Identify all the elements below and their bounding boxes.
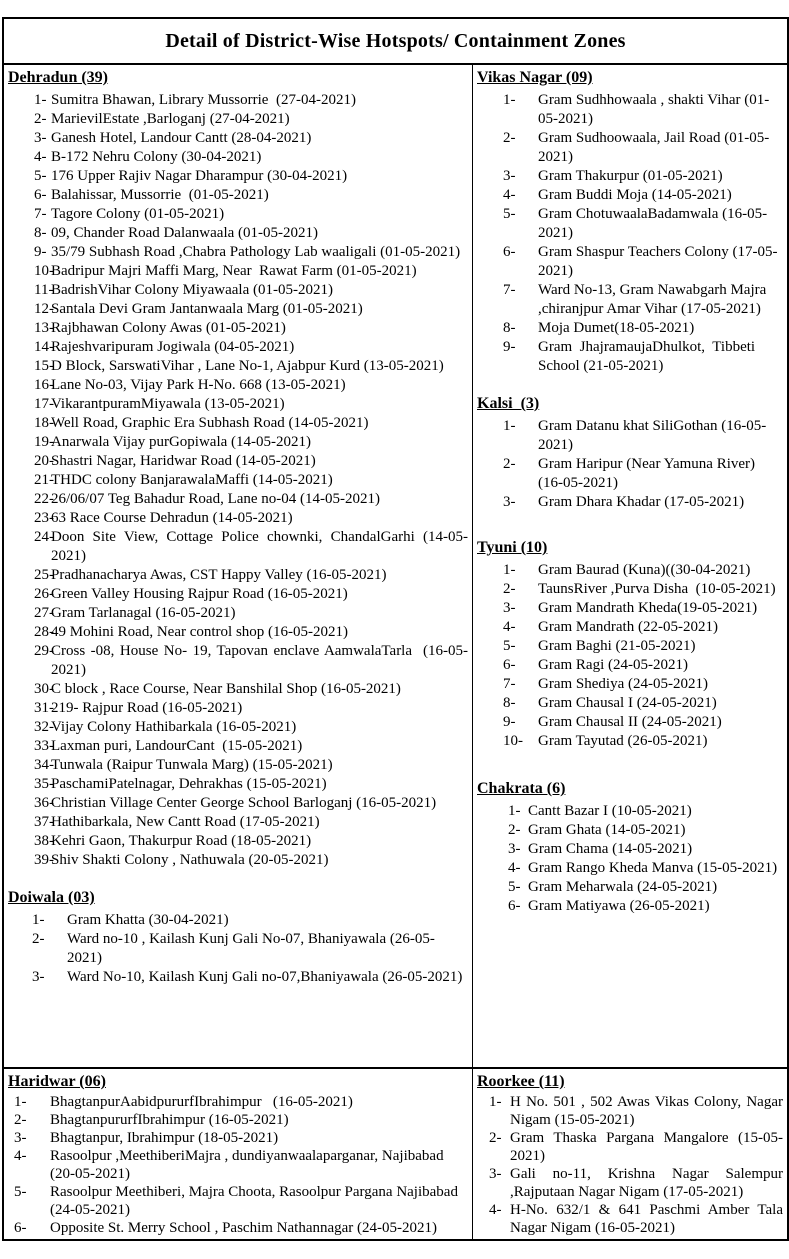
- list-item: [8, 395, 468, 414]
- item-number: 5-: [14, 1184, 27, 1200]
- list-item: [8, 642, 468, 680]
- item-number: 6-: [34, 187, 47, 203]
- item-number: 5-: [508, 879, 521, 895]
- item-number: 28-: [34, 624, 54, 640]
- item-text: 63 Race Course Dehradun (14-05-2021): [51, 510, 293, 526]
- item-text: 35/79 Subhash Road ,Chabra Pathology Lab waaligali (01-05-2021): [51, 244, 461, 260]
- district-section: [8, 888, 468, 987]
- item-text: Gram Tayutad (26-05-2021): [538, 733, 708, 749]
- item-number: 8-: [34, 225, 47, 241]
- list-item: [8, 1147, 468, 1183]
- list-item: [8, 376, 468, 395]
- item-number: 18-: [34, 415, 54, 431]
- item-text: BadrishVihar Colony Miyawaala (01-05-2021): [51, 282, 333, 298]
- item-number: 10-: [34, 263, 54, 279]
- list-item: [477, 1165, 787, 1201]
- hotspot-list: [8, 1093, 468, 1237]
- item-number: 16-: [34, 377, 54, 393]
- item-number: 3-: [14, 1130, 27, 1146]
- item-number: 2-: [503, 456, 516, 472]
- item-text: Balahissar, Mussorrie (01-05-2021): [51, 187, 269, 203]
- list-item: [8, 281, 468, 300]
- item-text: H-No. 632/1 & 641 Paschmi Amber Tala Nagar Nigam (16-05-2021): [510, 1202, 787, 1236]
- item-number: 9-: [34, 244, 47, 260]
- item-text: Gram Shediya (24-05-2021): [538, 676, 708, 692]
- hotspot-list: [477, 1093, 787, 1237]
- item-number: 5-: [503, 638, 516, 654]
- item-number: 7-: [503, 282, 516, 298]
- item-number: 36-: [34, 795, 54, 811]
- hotspot-list: [8, 91, 468, 870]
- list-item: [477, 129, 783, 167]
- item-text: Gram ChotuwaalaBadamwala (16-05-2021): [538, 206, 768, 241]
- item-text: Rajbhawan Colony Awas (01-05-2021): [51, 320, 286, 336]
- item-number: 6-: [14, 1220, 27, 1236]
- item-number: 27-: [34, 605, 54, 621]
- list-item: [477, 91, 783, 129]
- item-number: 13-: [34, 320, 54, 336]
- list-item: [477, 493, 783, 512]
- list-item: [8, 186, 468, 205]
- item-text: Rajeshvaripuram Jogiwala (04-05-2021): [51, 339, 295, 355]
- hotspot-list: [477, 91, 783, 376]
- list-item: [8, 243, 468, 262]
- item-number: 12-: [34, 301, 54, 317]
- item-text: Gram Meharwala (24-05-2021): [528, 879, 718, 895]
- item-text: VikarantpuramMiyawala (13-05-2021): [51, 396, 285, 412]
- list-item: [8, 718, 468, 737]
- list-item: [8, 148, 468, 167]
- item-number: 2-: [503, 130, 516, 146]
- district-heading: Kalsi (3): [477, 395, 540, 412]
- list-item: [477, 732, 783, 751]
- item-text: BhagtanpururfIbrahimpur (16-05-2021): [50, 1112, 289, 1128]
- item-number: 3-: [508, 841, 521, 857]
- item-text: Badripur Majri Maffi Marg, Near Rawat Farm (01-05-2021): [51, 263, 417, 279]
- list-item: [8, 224, 468, 243]
- item-number: 3-: [34, 130, 47, 146]
- list-item: [8, 338, 468, 357]
- item-text: B-172 Nehru Colony (30-04-2021): [51, 149, 262, 165]
- list-item: [8, 794, 468, 813]
- district-section: [477, 538, 783, 751]
- item-text: Gram Baurad (Kuna)((30-04-2021): [538, 562, 751, 578]
- item-text: Gram Chausal II (24-05-2021): [538, 714, 722, 730]
- item-text: Gram Thaska Pargana Mangalore (15-05-2021): [510, 1130, 783, 1164]
- list-item: [477, 561, 783, 580]
- item-text: 219- Rajpur Road (16-05-2021): [51, 700, 243, 716]
- list-item: [8, 262, 468, 281]
- item-number: 22-: [34, 491, 54, 507]
- item-text: Gali no-11, Krishna Nagar Salempur ,Rajputaan Nagar Nigam (17-05-2021): [510, 1166, 787, 1200]
- item-number: 2-: [489, 1130, 502, 1146]
- item-text: Tunwala (Raipur Tunwala Marg) (15-05-2021): [51, 757, 333, 773]
- district-section: [477, 394, 783, 512]
- district-section: [8, 1072, 468, 1237]
- list-item: [477, 580, 783, 599]
- item-number: 11-: [34, 282, 54, 298]
- item-text: Tagore Colony (01-05-2021): [51, 206, 225, 222]
- item-number: 1-: [503, 92, 516, 108]
- item-number: 8-: [503, 695, 516, 711]
- list-item: [8, 205, 468, 224]
- list-item: [477, 338, 783, 376]
- item-text: Pradhanacharya Awas, CST Happy Valley (16-05-2021): [51, 567, 387, 583]
- item-number: 3-: [32, 969, 45, 985]
- item-number: 17-: [34, 396, 54, 412]
- item-text: Rasoolpur Meethiberi, Majra Choota, Rasoolpur Pargana Najibabad (24-05-2021): [50, 1184, 462, 1218]
- item-text: Cross -08, House No- 19, Tapovan enclave AamwalaTarla (16-05-2021): [51, 643, 468, 678]
- list-item: [8, 699, 468, 718]
- item-number: 21-: [34, 472, 54, 488]
- item-text: Gram Sudhoowaala, Jail Road (01-05-2021): [538, 130, 770, 165]
- list-item: [8, 566, 468, 585]
- item-text: Hathibarkala, New Cantt Road (17-05-2021): [51, 814, 320, 830]
- item-text: 09, Chander Road Dalanwaala (01-05-2021): [51, 225, 318, 241]
- item-number: 10-: [503, 733, 523, 749]
- district-section: [477, 779, 783, 916]
- district-heading: Chakrata (6): [477, 780, 566, 797]
- item-text: Gram Baghi (21-05-2021): [538, 638, 696, 654]
- district-section: [477, 68, 783, 376]
- item-text: Laxman puri, LandourCant (15-05-2021): [51, 738, 303, 754]
- item-number: 6-: [508, 898, 521, 914]
- list-item: [477, 599, 783, 618]
- item-text: Green Valley Housing Rajpur Road (16-05-2021): [51, 586, 348, 602]
- item-text: Gram Haripur (Near Yamuna River) (16-05-2021): [538, 456, 759, 491]
- item-number: 31-: [34, 700, 54, 716]
- list-item: [477, 319, 783, 338]
- item-number: 3-: [503, 168, 516, 184]
- item-text: TaunsRiver ,Purva Disha (10-05-2021): [538, 581, 776, 597]
- list-item: [477, 243, 783, 281]
- item-number: 25-: [34, 567, 54, 583]
- item-text: Lane No-03, Vijay Park H-No. 668 (13-05-2021): [51, 377, 346, 393]
- district-heading: Vikas Nagar (09): [477, 69, 593, 86]
- item-number: 29-: [34, 643, 54, 659]
- list-item: [477, 167, 783, 186]
- item-text: Anarwala Vijay purGopiwala (14-05-2021): [51, 434, 311, 450]
- item-number: 1-: [489, 1094, 502, 1110]
- item-number: 37-: [34, 814, 54, 830]
- item-number: 6-: [503, 657, 516, 673]
- item-number: 34-: [34, 757, 54, 773]
- hotspot-list: [477, 561, 783, 751]
- list-item: [477, 417, 783, 455]
- district-heading: Roorkee (11): [477, 1073, 565, 1090]
- item-number: 26-: [34, 586, 54, 602]
- item-number: 1-: [34, 92, 47, 108]
- list-item: [477, 1129, 783, 1165]
- list-item: [8, 110, 468, 129]
- list-item: [8, 300, 468, 319]
- district-heading: Dehradun (39): [8, 69, 109, 86]
- list-item: [8, 623, 468, 642]
- item-text: Vijay Colony Hathibarkala (16-05-2021): [51, 719, 297, 735]
- item-number: 4-: [508, 860, 521, 876]
- list-item: [8, 129, 468, 148]
- item-number: 4-: [503, 187, 516, 203]
- list-item: [477, 455, 783, 493]
- list-item: [8, 680, 468, 699]
- list-item: [8, 930, 468, 968]
- item-number: 3-: [503, 494, 516, 510]
- item-text: Moja Dumet(18-05-2021): [538, 320, 695, 336]
- item-text: Ward No-13, Gram Nawabgarh Majra ,chiranjpur Amar Vihar (17-05-2021): [538, 282, 771, 317]
- list-item: [8, 813, 468, 832]
- item-text: Ward no-10 , Kailash Kunj Gali No-07, Bhaniyawala (26-05-2021): [67, 931, 435, 966]
- item-text: Ward No-10, Kailash Kunj Gali no-07,Bhaniyawala (26-05-2021): [67, 969, 463, 985]
- item-number: 1-: [503, 562, 516, 578]
- item-number: 2-: [34, 111, 47, 127]
- district-heading: Haridwar (06): [8, 1073, 106, 1090]
- item-number: 38-: [34, 833, 54, 849]
- item-number: 1-: [32, 912, 45, 928]
- item-text: Well Road, Graphic Era Subhash Road (14-05-2021): [51, 415, 369, 431]
- item-number: 35-: [34, 776, 54, 792]
- item-text: Cantt Bazar I (10-05-2021): [528, 803, 692, 819]
- list-item: [8, 756, 468, 775]
- list-item: [8, 357, 468, 376]
- item-number: 3-: [489, 1166, 502, 1182]
- list-item: [8, 452, 468, 471]
- item-text: Gram Khatta (30-04-2021): [67, 912, 229, 928]
- panel-top-right: [472, 65, 787, 1067]
- item-text: Santala Devi Gram Jantanwaala Marg (01-05-2021): [51, 301, 363, 317]
- item-text: MarievilEstate ,Barloganj (27-04-2021): [51, 111, 290, 127]
- list-item: [8, 1129, 468, 1147]
- list-item: [8, 851, 468, 870]
- item-text: PaschamiPatelnagar, Dehrakhas (15-05-2021): [51, 776, 327, 792]
- item-number: 5-: [34, 168, 47, 184]
- item-text: Gram Sudhhowaala , shakti Vihar (01-05-2021): [538, 92, 770, 127]
- item-text: 26/06/07 Teg Bahadur Road, Lane no-04 (14-05-2021): [51, 491, 381, 507]
- item-text: H No. 501 , 502 Awas Vikas Colony, Nagar Nigam (15-05-2021): [510, 1094, 787, 1128]
- item-text: Doon Site View, Cottage Police chownki, ChandalGarhi (14-05-2021): [51, 529, 468, 564]
- item-text: Christian Village Center George School Barloganj (16-05-2021): [51, 795, 437, 811]
- list-item: [477, 897, 783, 916]
- item-number: 2-: [32, 931, 45, 947]
- item-number: 4-: [503, 619, 516, 635]
- list-item: [477, 821, 783, 840]
- item-text: Gram Dhara Khadar (17-05-2021): [538, 494, 745, 510]
- list-item: [8, 509, 468, 528]
- item-text: Gram JhajramaujaDhulkot, Tibbeti School (21-05-2021): [538, 339, 759, 374]
- item-text: Gram Matiyawa (26-05-2021): [528, 898, 710, 914]
- item-text: Bhagtanpur, Ibrahimpur (18-05-2021): [50, 1130, 279, 1146]
- item-text: Gram Tarlanagal (16-05-2021): [51, 605, 236, 621]
- item-number: 4-: [14, 1148, 27, 1164]
- list-item: [8, 1219, 468, 1237]
- item-text: 49 Mohini Road, Near control shop (16-05-2021): [51, 624, 349, 640]
- item-number: 24-: [34, 529, 54, 545]
- page-title: Detail of District-Wise Hotspots/ Containment Zones: [165, 29, 626, 52]
- item-text: Gram Mandrath (22-05-2021): [538, 619, 718, 635]
- item-number: 14-: [34, 339, 54, 355]
- list-item: [477, 840, 783, 859]
- district-section: [8, 68, 468, 870]
- item-number: 6-: [503, 244, 516, 260]
- content-grid: [4, 65, 787, 1239]
- hotspot-list: [477, 802, 783, 916]
- list-item: [477, 205, 783, 243]
- list-item: [8, 414, 468, 433]
- list-item: [8, 528, 468, 566]
- item-text: Gram Shaspur Teachers Colony (17-05-2021): [538, 244, 778, 279]
- item-text: Gram Mandrath Kheda(19-05-2021): [538, 600, 758, 616]
- item-text: 176 Upper Rajiv Nagar Dharampur (30-04-2021): [51, 168, 348, 184]
- list-item: [8, 490, 468, 509]
- item-number: 1-: [508, 803, 521, 819]
- item-text: D Block, SarswatiVihar , Lane No-1, Ajabpur Kurd (13-05-2021): [51, 358, 444, 374]
- item-number: 23-: [34, 510, 54, 526]
- list-item: [8, 832, 468, 851]
- item-text: C block , Race Course, Near Banshilal Shop (16-05-2021): [51, 681, 401, 697]
- list-item: [8, 91, 468, 110]
- item-number: 3-: [503, 600, 516, 616]
- item-text: Gram Ragi (24-05-2021): [538, 657, 688, 673]
- item-text: BhagtanpurAabidpururfIbrahimpur (16-05-2021): [50, 1094, 353, 1110]
- item-text: Gram Chausal I (24-05-2021): [538, 695, 717, 711]
- item-number: 20-: [34, 453, 54, 469]
- district-heading: Doiwala (03): [8, 889, 95, 906]
- list-item: [8, 1111, 468, 1129]
- list-item: [8, 1093, 468, 1111]
- district-heading: Tyuni (10): [477, 539, 548, 556]
- item-text: Gram Buddi Moja (14-05-2021): [538, 187, 732, 203]
- list-item: [8, 1183, 468, 1219]
- list-item: [477, 186, 783, 205]
- item-text: Gram Thakurpur (01-05-2021): [538, 168, 723, 184]
- hotspot-list: [8, 911, 468, 987]
- list-item: [8, 471, 468, 490]
- item-text: Gram Rango Kheda Manva (15-05-2021): [528, 860, 778, 876]
- list-item: [477, 859, 783, 878]
- list-item: [477, 1093, 787, 1129]
- list-item: [477, 713, 783, 732]
- item-number: 4-: [489, 1202, 502, 1218]
- list-item: [8, 968, 468, 987]
- hotspot-list: [477, 417, 783, 512]
- item-number: 39-: [34, 852, 54, 868]
- item-number: 30-: [34, 681, 54, 697]
- item-text: Opposite St. Merry School , Paschim Nathannagar (24-05-2021): [50, 1220, 438, 1236]
- panel-bottom-right: [472, 1067, 787, 1239]
- list-item: [8, 911, 468, 930]
- list-item: [477, 637, 783, 656]
- list-item: [477, 618, 783, 637]
- item-text: Gram Datanu khat SiliGothan (16-05-2021): [538, 418, 767, 453]
- list-item: [477, 675, 783, 694]
- list-item: [477, 281, 783, 319]
- item-text: THDC colony BanjarawalaMaffi (14-05-2021): [51, 472, 333, 488]
- item-text: Gram Chama (14-05-2021): [528, 841, 693, 857]
- item-text: Kehri Gaon, Thakurpur Road (18-05-2021): [51, 833, 312, 849]
- list-item: [8, 167, 468, 186]
- item-number: 33-: [34, 738, 54, 754]
- item-number: 5-: [503, 206, 516, 222]
- panel-top-left: [4, 65, 472, 1067]
- item-text: Shiv Shakti Colony , Nathuwala (20-05-2021): [51, 852, 329, 868]
- item-number: 7-: [34, 206, 47, 222]
- item-text: Rasoolpur ,MeethiberiMajra , dundiyanwaalaparganar, Najibabad (20-05-2021): [50, 1148, 448, 1182]
- district-section: [477, 1072, 787, 1237]
- item-text: Sumitra Bhawan, Library Mussorrie (27-04-2021): [51, 92, 356, 108]
- item-number: 2-: [508, 822, 521, 838]
- item-number: 19-: [34, 434, 54, 450]
- item-number: 15-: [34, 358, 54, 374]
- item-number: 1-: [14, 1094, 27, 1110]
- document-table: [2, 17, 789, 1241]
- list-item: [477, 694, 783, 713]
- title-row: [4, 19, 787, 65]
- item-number: 9-: [503, 714, 516, 730]
- list-item: [8, 585, 468, 604]
- list-item: [8, 319, 468, 338]
- panel-bottom-left: [4, 1067, 472, 1239]
- item-number: 1-: [503, 418, 516, 434]
- list-item: [477, 802, 783, 821]
- list-item: [8, 775, 468, 794]
- item-text: Shastri Nagar, Haridwar Road (14-05-2021): [51, 453, 316, 469]
- item-number: 8-: [503, 320, 516, 336]
- item-number: 7-: [503, 676, 516, 692]
- item-number: 2-: [14, 1112, 27, 1128]
- item-number: 4-: [34, 149, 47, 165]
- item-text: Ganesh Hotel, Landour Cantt (28-04-2021): [51, 130, 312, 146]
- item-number: 9-: [503, 339, 516, 355]
- list-item: [477, 656, 783, 675]
- list-item: [8, 604, 468, 623]
- list-item: [477, 1201, 787, 1237]
- list-item: [8, 737, 468, 756]
- list-item: [8, 433, 468, 452]
- list-item: [477, 878, 783, 897]
- item-number: 32-: [34, 719, 54, 735]
- item-number: 2-: [503, 581, 516, 597]
- item-text: Gram Ghata (14-05-2021): [528, 822, 686, 838]
